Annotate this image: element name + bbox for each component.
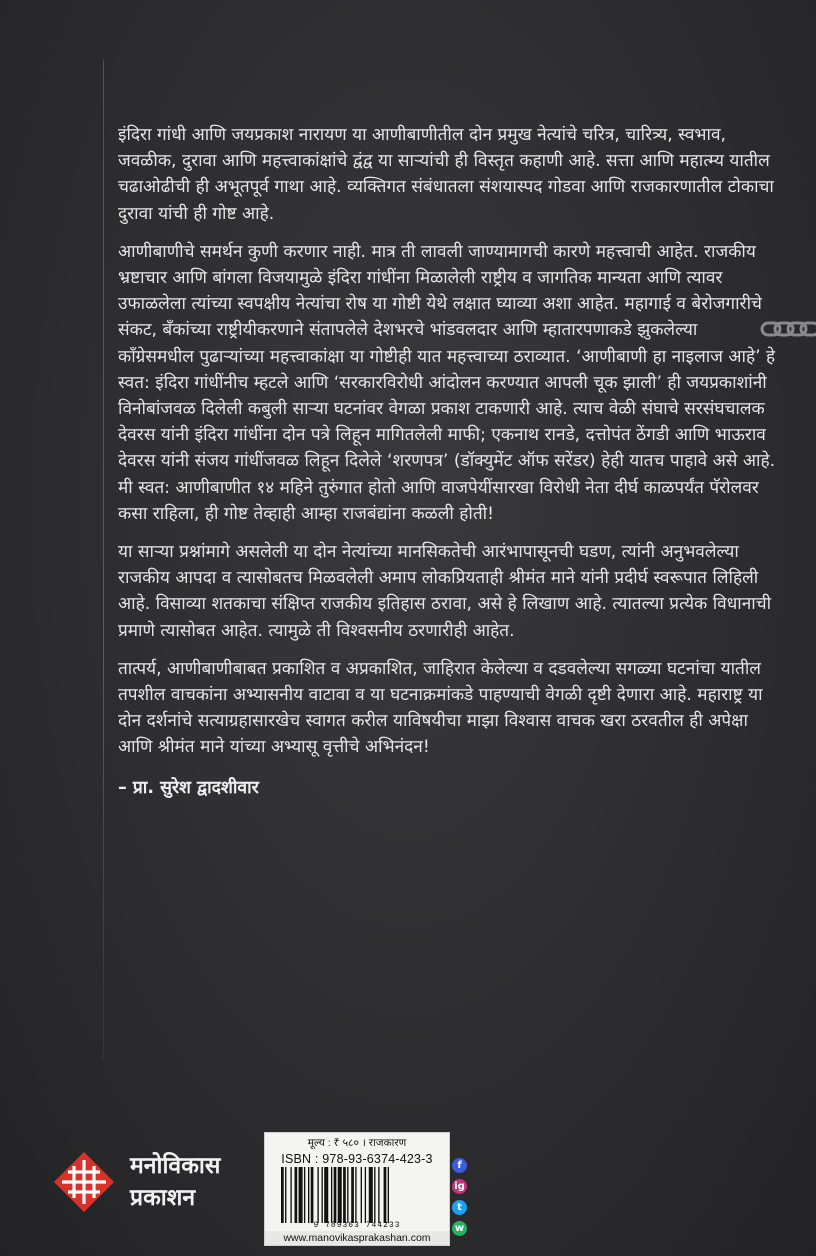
barcode-bar	[388, 1167, 389, 1223]
barcode-bar	[290, 1167, 291, 1223]
publisher-logo-icon	[52, 1150, 116, 1214]
barcode-bar	[369, 1167, 373, 1223]
barcode-bar	[355, 1167, 356, 1223]
isbn: ISBN : 978-93-6374-423-3	[281, 1152, 433, 1166]
barcode-bar	[311, 1167, 314, 1223]
barcode-digits: 9 789363 744233	[313, 1221, 401, 1230]
instagram-icon[interactable]: ig	[452, 1179, 467, 1194]
barcode-bar	[374, 1167, 375, 1223]
barcode-bar	[285, 1167, 286, 1223]
barcode-bar	[308, 1167, 309, 1223]
paragraph-1: इंदिरा गांधी आणि जयप्रकाश नारायण या आणीबाणीतील दोन प्रमुख नेत्यांचे चरित्र, चारित्र्य, स्वभाव, जवळीक, दुरावा आणि महत्त्वाकांक्षांचे द्वंद्व या साऱ्यांची ही विस्तृत कहाणी आहे. सत्ता आणि महात्म्य यातील चढाओढीची ही अभूतपूर्व गाथा आहे. व्यक्तिगत संबंधातला संशयास्पद गोडवा आणि राजकारणातील टोकाचा दुरावा यांची ही गोष्ट आहे.	[118, 125, 774, 224]
barcode-bar	[322, 1167, 323, 1223]
paragraph-2: आणीबाणीचे समर्थन कुणी करणार नाही. मात्र ती लावली जाण्यामागची कारणे महत्त्वाची आहेत. राजकीय भ्रष्टाचार आणि बांगला विजयामुळे इंदिरा गांधींना मिळालेली राष्ट्रीय व जागतिक मान्यता आणि त्यावर उफाळलेला त्यांच्या स्वपक्षीय नेत्यांचा रोष या गोष्टी येथे लक्षात घ्याव्या अशा आहेत. महागाई व बेरोजगारीचे संकट, बँकांच्या राष्ट्रीयीकरणाने संतापलेले देशभरचे भांडवलदार आणि म्हातारपणाकडे झुकलेल्या काँग्रेसमधील पुढाऱ्यांच्या महत्त्वाकांक्षा या गोष्टीही यात महत्त्वाच्या ठराव्यात. ‘आणीबाणी हा नाइलाज आहे’ हे स्वत: इंदिरा गांधींनीच म्हटले आणि ‘सरकारविरोधी आंदोलन करण्यात आपली चूक झाली’ ही जयप्रकाशांनी विनोबांजवळ दिलेली कबुली साऱ्या घटनांवर वेगळा प्रकाश टाकणारी आहे. त्याच वेळी संघाचे सरसंघचालक देवरस यांनी इंदिरा गांधींना दोन पत्रे लिहून मागितलेली माफी; एकनाथ रानडे, दत्तोपंत ठेंगडी आणि भाऊराव देवरस यांनी संजय गांधींजवळ लिहून दिलेले ‘शरणपत्र’ (डॉक्युमेंट ऑफ सरेंडर) हेही यातच पाहावे असे आहे. मी स्वत: आणीबाणीत १४ महिने तुरुंगात होतो आणि वाजपेयींसारखा विरोधी नेता दीर्घ काळपर्यंत पॅरोलवर कसा राहिला, ही गोष्ट तेव्हाही आम्हा राजबंद्यांना कळली होती!	[118, 241, 776, 524]
twitter-icon[interactable]: t	[452, 1200, 467, 1215]
publisher-name	[130, 1150, 220, 1214]
facebook-icon[interactable]: f	[452, 1158, 467, 1173]
publisher-name-line2: प्रकाशन	[130, 1185, 196, 1211]
barcode-bar	[347, 1167, 348, 1223]
paragraph-4: तात्पर्य, आणीबाणीबाबत प्रकाशित व अप्रकाशित, जाहिरात केलेल्या व दडवलेल्या सगळ्या घटनांचा यातील तपशील वाचकांना अभ्यासनीय वाटावा व या घटनाक्रमांकडे पाहण्याची वेगळी दृष्टी देणारा आहे. महाराष्ट्र या दोन दर्शनांचे सत्याग्रहासारखेच स्वागत करील याविषयीचा माझा विश्वास वाचक खरा ठरवतील ही अपेक्षा आणि श्रीमंत माने यांच्या अभ्यासू वृत्तीचे अभिनंदन!	[118, 658, 763, 758]
barcode-bars-icon	[279, 1167, 435, 1223]
paragraph-3: या साऱ्या प्रश्नांमागे असलेली या दोन नेत्यांच्या मानसिकतेची आरंभापासूनची घडण, त्यांनी अनुभवलेल्या राजकीय आपदा व त्यासोबतच मिळवलेली अमाप लोकप्रियताही श्रीमंत माने यांनी प्रदीर्घ स्वरूपात लिहिली आहे. विसाव्या शतकाचा संक्षिप्त राजकीय इतिहास ठरावा, असे हे लिखाण आहे. त्यातल्या प्रत्येक विधानाची प्रमाणे त्यासोबत आहेत. त्यामुळे ती विश्वसनीय ठरणारीही आहेत.	[118, 542, 772, 641]
website-link[interactable]: www.manovikasprakashan.com	[265, 1231, 449, 1245]
barcode-bar	[317, 1167, 318, 1223]
barcode-label	[264, 1132, 450, 1246]
price-category: मूल्य : ₹ ५८० । राजकारण	[307, 1137, 407, 1149]
barcode-bar	[365, 1167, 366, 1223]
barcode-bar	[338, 1167, 342, 1223]
signature: – प्रा. सुरेश द्वादशीवार	[118, 777, 259, 798]
barcode-bar	[331, 1167, 332, 1223]
barcode-bar	[384, 1167, 387, 1223]
barcode-bar	[351, 1167, 354, 1223]
barcode-bar	[361, 1167, 362, 1223]
barcode-bar	[334, 1167, 337, 1223]
whatsapp-icon[interactable]: w	[452, 1221, 467, 1236]
publisher-block	[52, 1150, 220, 1214]
decorative-border-line	[103, 60, 104, 1060]
barcode-bar	[343, 1167, 346, 1223]
barcode-bar	[295, 1167, 298, 1223]
barcode-bar	[324, 1167, 328, 1223]
barcode-bar	[281, 1167, 284, 1223]
barcode-bar	[304, 1167, 305, 1223]
publisher-name-line1: मनोविकास	[130, 1153, 221, 1179]
barcode-bar	[378, 1167, 379, 1223]
social-icons	[452, 1158, 470, 1242]
blurb-text	[118, 122, 778, 801]
barcode-bar	[299, 1167, 303, 1223]
